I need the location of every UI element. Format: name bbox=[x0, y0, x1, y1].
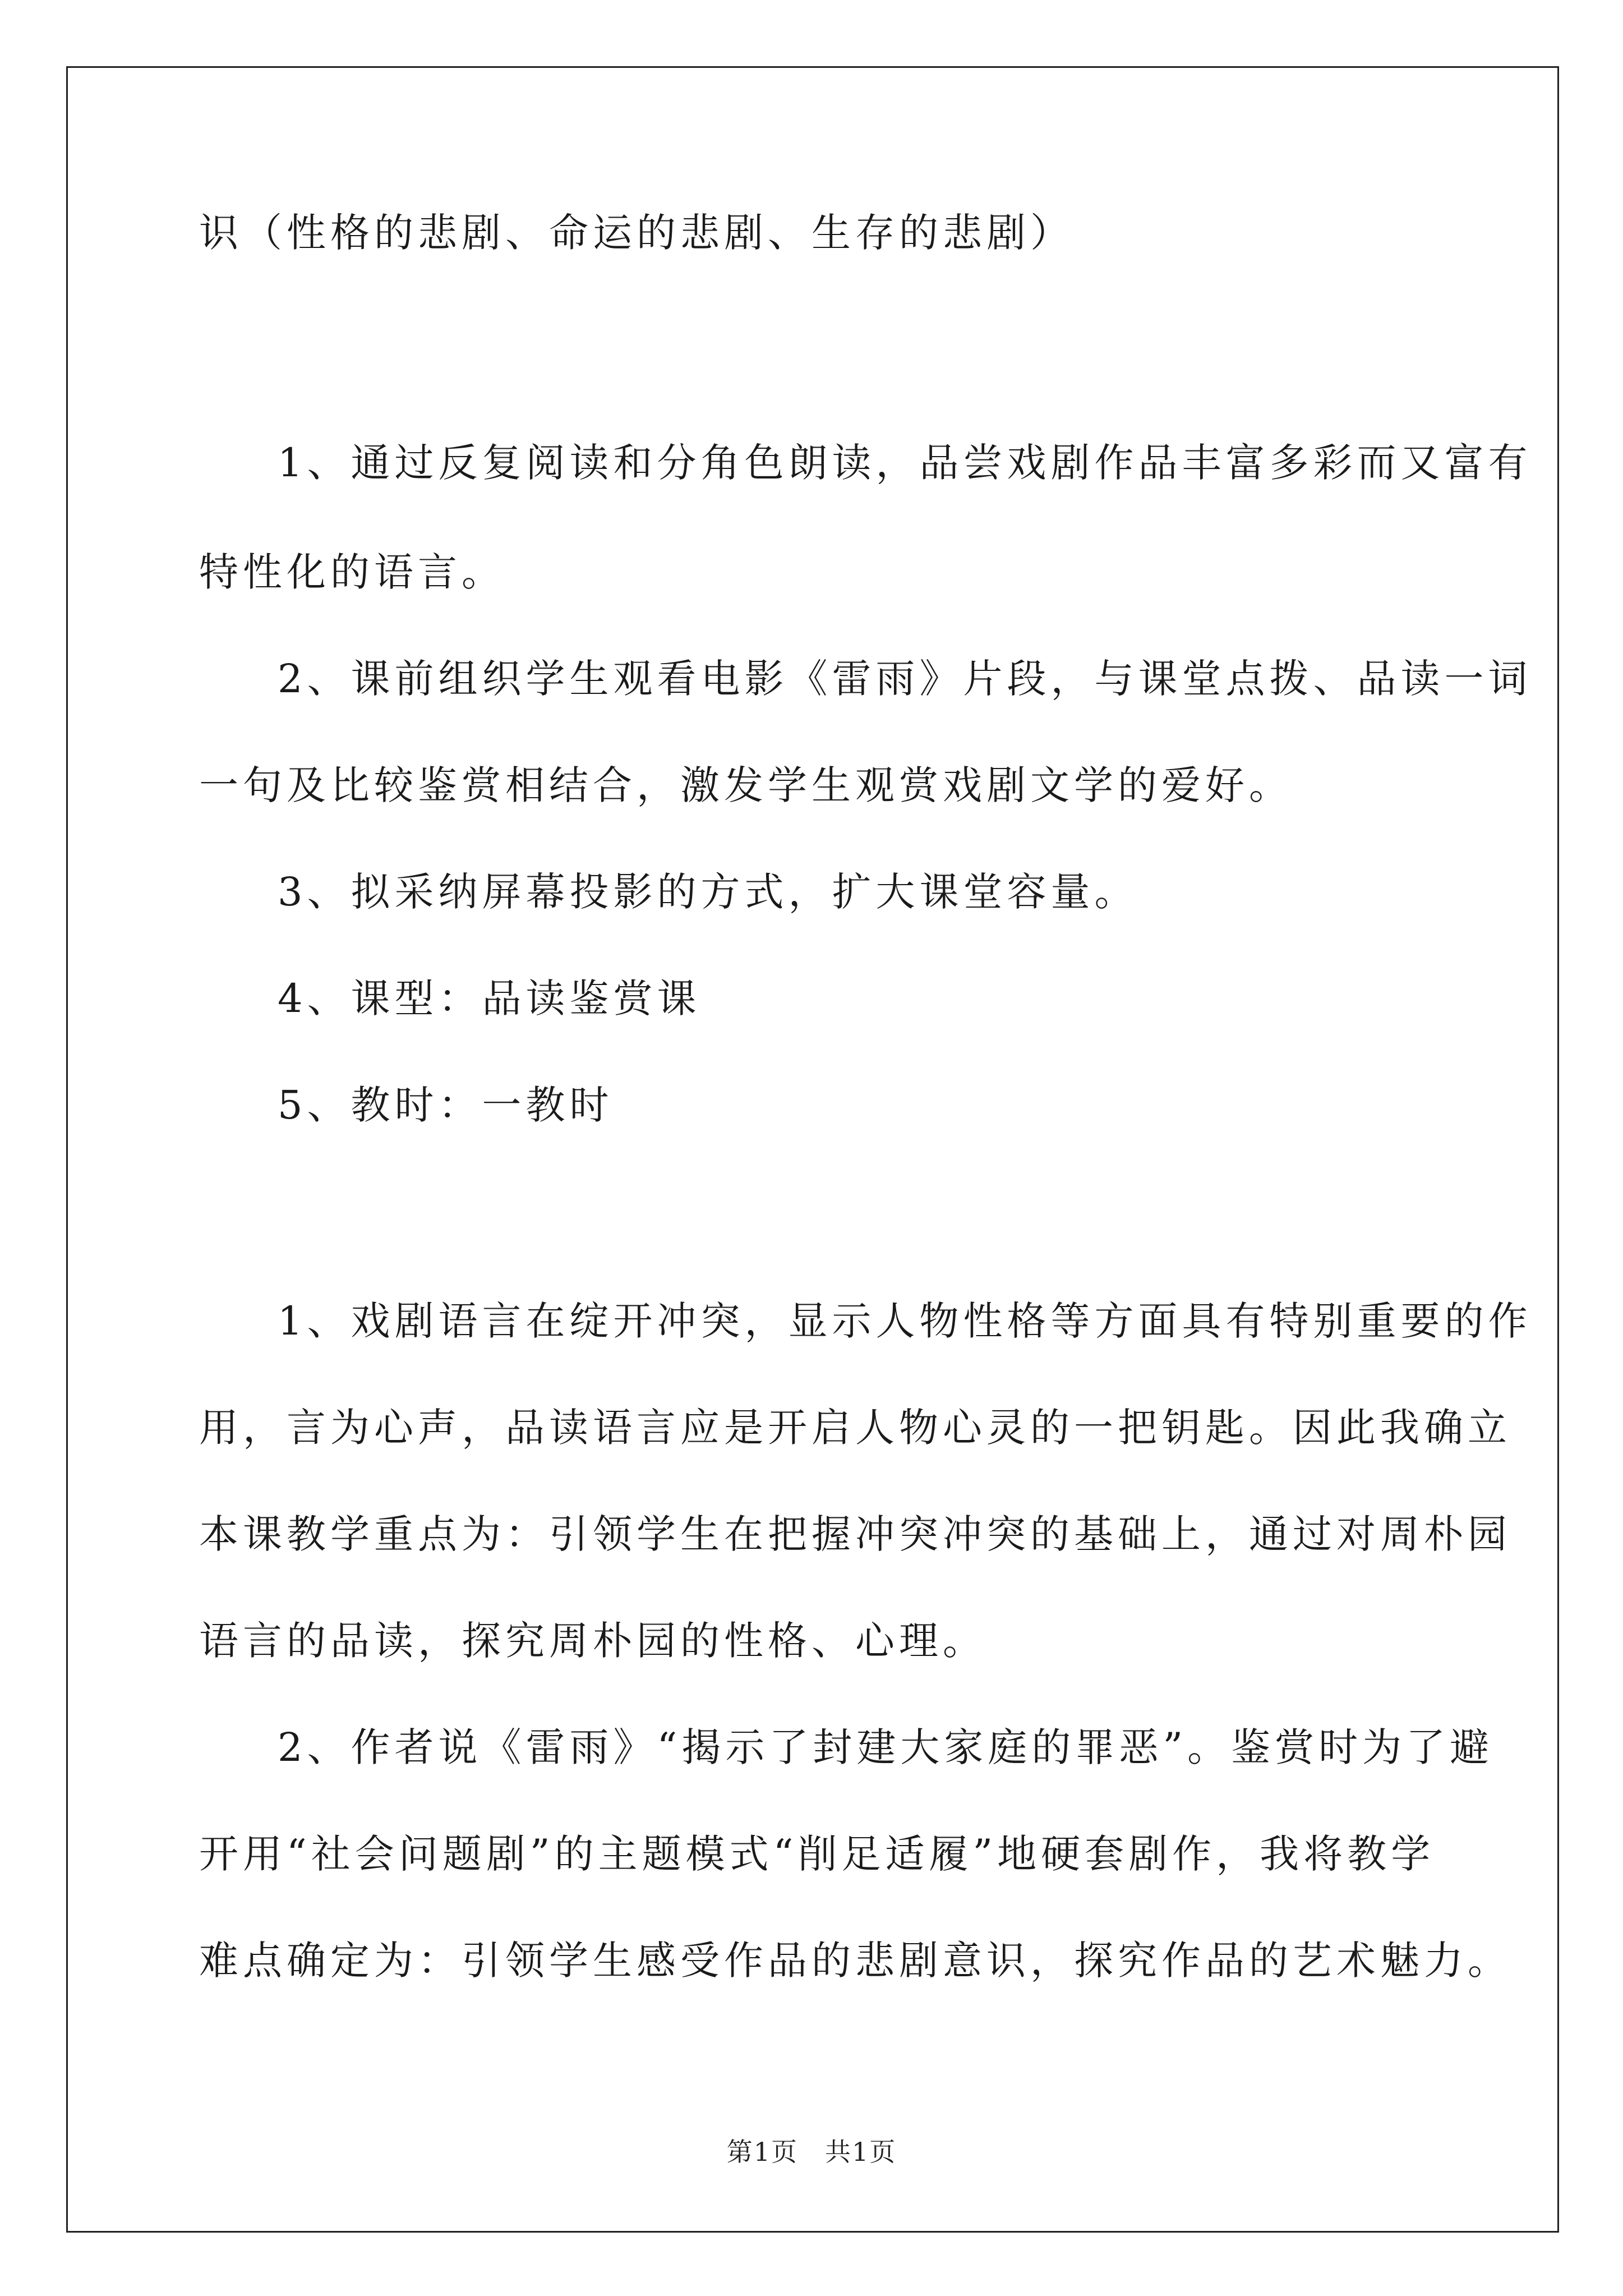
text-line: 1、通过反复阅读和分角色朗读，品尝戏剧作品丰富多彩而又富有 bbox=[278, 440, 1532, 486]
text-line: 2、课前组织学生观看电影《雷雨》片段，与课堂点拨、品读一词 bbox=[278, 656, 1532, 702]
page-number: 第1页 共1页 bbox=[726, 2137, 897, 2167]
text-line: 特性化的语言。 bbox=[199, 549, 505, 595]
text-line: 识（性格的悲剧、命运的悲剧、生存的悲剧） bbox=[199, 210, 1074, 256]
text-line: 1、戏剧语言在绽开冲突，显示人物性格等方面具有特别重要的作 bbox=[278, 1298, 1532, 1344]
text-line: 难点确定为：引领学生感受作品的悲剧意识，探究作品的艺术魅力。 bbox=[199, 1938, 1511, 1984]
text-line: 用，言为心声，品读语言应是开启人物心灵的一把钥匙。因此我确立 bbox=[199, 1405, 1511, 1451]
page-border bbox=[66, 66, 1559, 2233]
text-line: 2、作者说《雷雨》“揭示了封建大家庭的罪恶”。鉴赏时为了避 bbox=[278, 1724, 1494, 1770]
text-line: 本课教学重点为：引领学生在把握冲突冲突的基础上，通过对周朴园 bbox=[199, 1511, 1511, 1557]
text-line: 3、拟采纳屏幕投影的方式，扩大课堂容量。 bbox=[278, 869, 1138, 915]
text-line: 语言的品读，探究周朴园的性格、心理。 bbox=[199, 1618, 986, 1664]
text-line: 5、教时：一教时 bbox=[278, 1082, 614, 1128]
text-line: 开用“社会问题剧”的主题模式“削足适履”地硬套剧作，我将教学 bbox=[199, 1831, 1435, 1877]
text-line: 一句及比较鉴赏相结合，激发学生观赏戏剧文学的爱好。 bbox=[199, 762, 1293, 808]
text-line: 4、课型：品读鉴赏课 bbox=[278, 976, 701, 1022]
